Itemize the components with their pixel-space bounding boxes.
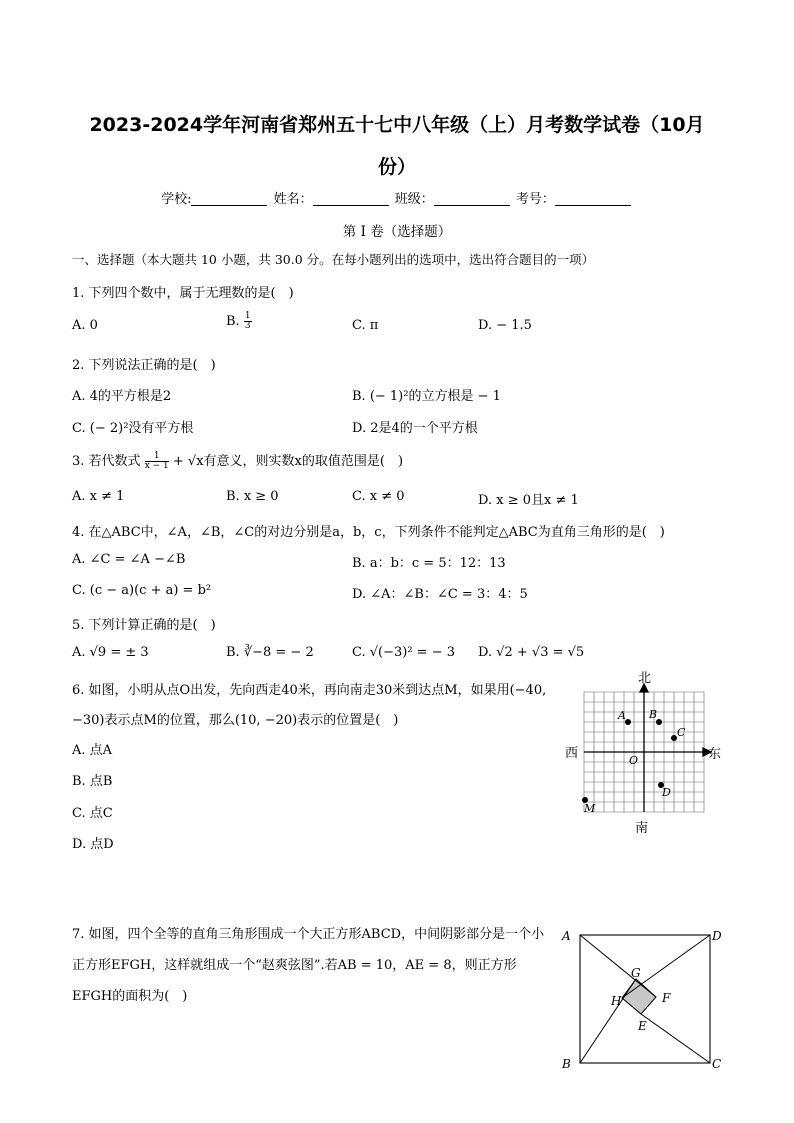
class-blank[interactable] xyxy=(434,191,510,206)
title-line-2: 份） xyxy=(377,156,416,178)
q3-stem-prefix: 3. 若代数式 xyxy=(72,454,141,469)
q3-option-b: B. x ≥ 0 xyxy=(226,489,279,504)
q4-option-d: D. ∠A：∠B：∠C = 3：4：5 xyxy=(352,587,528,602)
q3-option-a: A. x ≠ 1 xyxy=(72,489,125,504)
school-label: 学校: xyxy=(161,192,192,207)
school-blank[interactable] xyxy=(191,191,267,206)
q3-fraction xyxy=(145,452,169,471)
q3-stem-suffix: + √x有意义，则实数x的取值范围是( ) xyxy=(172,454,404,469)
title-line-1: 2023-2024学年河南省郑州五十七中八年级（上）月考数学试卷（10月 xyxy=(89,114,705,136)
q1-option-d: D. − 1.5 xyxy=(478,318,532,333)
q4-option-a: A. ∠C = ∠A −∠B xyxy=(72,552,186,567)
q7-label-e: E xyxy=(638,1019,647,1033)
q6-option-b: B. 点B xyxy=(72,774,113,789)
class-label: 班级： xyxy=(394,192,434,207)
q5-option-b: B. ∛−8 = − 2 xyxy=(226,645,314,660)
q6-label-south: 南 xyxy=(635,821,649,836)
part-one-heading: 一、选择题（本大题共 10 小题，共 30.0 分。在每小题列出的选项中，选出符合题目的一项） xyxy=(72,252,595,267)
q7-label-b: B xyxy=(562,1057,571,1071)
q1-option-b-fraction xyxy=(244,312,252,331)
exam-title xyxy=(40,104,754,188)
q1-option-a: A. 0 xyxy=(72,318,98,333)
q6-label-c: C xyxy=(677,726,686,739)
q6-axes xyxy=(584,684,711,812)
q7-label-h: H xyxy=(611,994,622,1008)
q2-option-c: C. (− 2)²没有平方根 xyxy=(72,421,194,436)
q6-label-m: M xyxy=(584,802,596,815)
question-2-stem: 2. 下列说法正确的是( ) xyxy=(72,358,216,373)
question-1-stem: 1. 下列四个数中，属于无理数的是( ) xyxy=(72,286,294,301)
name-blank[interactable] xyxy=(313,191,389,206)
question-5-stem: 5. 下列计算正确的是( ) xyxy=(72,618,216,633)
q6-label-o: O xyxy=(629,754,639,767)
number-blank[interactable] xyxy=(555,191,631,206)
q2-option-a: A. 4的平方根是2 xyxy=(72,389,172,404)
q6-option-a: A. 点A xyxy=(72,743,113,758)
q3-denominator: x − 1 xyxy=(144,461,169,471)
q6-label-east: 东 xyxy=(708,747,722,762)
q2-option-b: B. (− 1)²的立方根是 − 1 xyxy=(352,389,501,404)
q4-option-b: B. a：b：c = 5：12：13 xyxy=(352,556,506,571)
q7-zhaoshuang-figure xyxy=(558,925,728,1075)
q6-option-d: D. 点D xyxy=(72,837,114,852)
name-label: 姓名： xyxy=(273,192,313,207)
q5-option-c: C. √(−3)² = − 3 xyxy=(352,645,456,660)
q3-option-c: C. x ≠ 0 xyxy=(352,489,405,504)
q7-label-d: D xyxy=(712,929,722,943)
q3-numerator: 1 xyxy=(145,452,169,462)
question-7-stem: 7. 如图，四个全等的直角三角形围成一个大正方形ABCD，中间阴影部分是一个小正方形EFGH，这样就组成一个“赵爽弦图”.若AB = 10，AE = 8，则正方形EFGH的面积为( ) xyxy=(72,927,545,1004)
question-6-stem: 6. 如图，小明从点O出发，先向西走40米，再向南走30米到达点M，如果用(−40, −30)表示点M的位置，那么(10, −20)表示的位置是( ) xyxy=(72,683,547,728)
number-label: 考号： xyxy=(515,192,555,207)
q1-option-b xyxy=(226,312,252,331)
q6-option-c: C. 点C xyxy=(72,806,113,821)
q7-label-a: A xyxy=(562,929,571,943)
q6-label-north: 北 xyxy=(638,671,652,686)
section-heading: 第 I 卷（选择题） xyxy=(342,224,452,240)
q6-label-b: B xyxy=(649,708,658,721)
q7-label-c: C xyxy=(712,1057,722,1071)
q1-option-c: C. π xyxy=(352,318,379,333)
q2-option-d: D. 2是4的一个平方根 xyxy=(352,421,478,436)
q6-label-d: D xyxy=(662,786,671,799)
q6-label-west: 西 xyxy=(565,746,579,761)
q7-label-f: F xyxy=(662,991,671,1005)
q7-label-g: G xyxy=(631,966,641,980)
student-info-row xyxy=(0,188,794,207)
question-4-stem: 4. 在△ABC中，∠A，∠B，∠C的对边分别是a，b，c，下列条件不能判定△ABC为直角三角形的是( ) xyxy=(72,525,665,540)
q1-option-b-prefix: B. xyxy=(226,314,240,329)
q5-option-a: A. √9 = ± 3 xyxy=(72,645,149,660)
q6-label-a: A xyxy=(618,709,626,722)
q7-inner-shaded-square xyxy=(622,979,656,1014)
q6-direction-grid-figure xyxy=(555,670,735,840)
q4-option-c: C. (c − a)(c + a) = b² xyxy=(72,583,212,598)
question-3-stem xyxy=(72,450,403,471)
q1-b-numerator: 1 xyxy=(244,311,251,321)
q5-option-d: D. √2 + √3 = √5 xyxy=(478,645,585,660)
q3-option-d: D. x ≥ 0且x ≠ 1 xyxy=(478,493,579,508)
q1-b-denominator: 3 xyxy=(244,321,251,331)
